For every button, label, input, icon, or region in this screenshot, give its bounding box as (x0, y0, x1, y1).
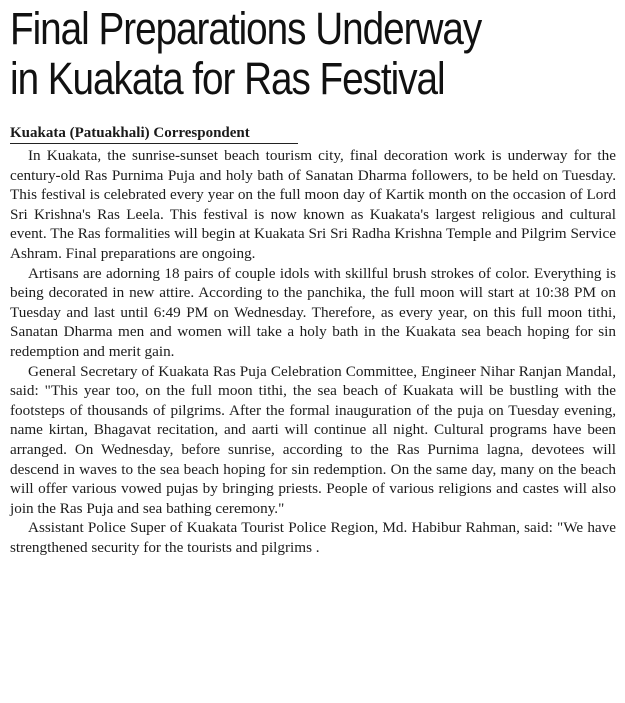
article (10, 4, 616, 557)
article-body (10, 146, 616, 557)
paragraph-3: General Secretary of Kuakata Ras Puja Celebration Committee, Engineer Nihar Ranjan Mandal, said: "This year too, on the full moon tithi, the sea beach of Kuakata will be bustling with the footsteps of thousands of pilgrims. After the formal inauguration of the puja on Tuesday evening, name kirtan, Bhagavat recitation, and aarti will continue all night. Cultural programs have been arranged. On Wednesday, before sunrise, according to the Ras Purnima lagna, devotees will descend in waves to the sea beach hoping for sin redemption. On the same day, many on the beach will offer various vowed pujas by bringing priests. People of various religions and castes will also join the Ras Puja and sea bathing ceremony." (10, 362, 616, 517)
byline: Kuakata (Patuakhali) Correspondent (10, 124, 298, 144)
paragraph-4: Assistant Police Super of Kuakata Tourist Police Region, Md. Habibur Rahman, said: "We have strengthened security for the tourists and pilgrims . (10, 519, 616, 556)
paragraph-2: Artisans are adorning 18 pairs of couple idols with skillful brush strokes of color. Everything is being decorated in new attire. According to the panchika, the full moon will start at 10:38 PM on Tuesday and last until 6:49 PM on Wednesday. Therefore, as every year, on this full moon tithi, Sanatan Dharma men and women will take a holy bath in the Kuakata sea beach hoping for sin redemption and merit gain. (10, 264, 616, 360)
headline-line-2: in Kuakata for Ras Festival (10, 53, 445, 104)
paragraph-1: In Kuakata, the sunrise-sunset beach tourism city, final decoration work is underway for the century-old Ras Purnima Puja and holy bath of Sanatan Dharma followers, to be held on Tuesday. This festival is celebrated every year on the full moon day of Kartik month on the occasion of Lord Sri Krishna's Ras Leela. This festival is now known as Kuakata's largest religious and cultural event. The Ras formalities will begin at Kuakata Sri Sri Radha Krishna Temple and Pilgrim Service Ashram. Final preparations are ongoing. (10, 147, 616, 262)
headline (10, 4, 616, 104)
headline-line-1: Final Preparations Underway (10, 3, 482, 54)
